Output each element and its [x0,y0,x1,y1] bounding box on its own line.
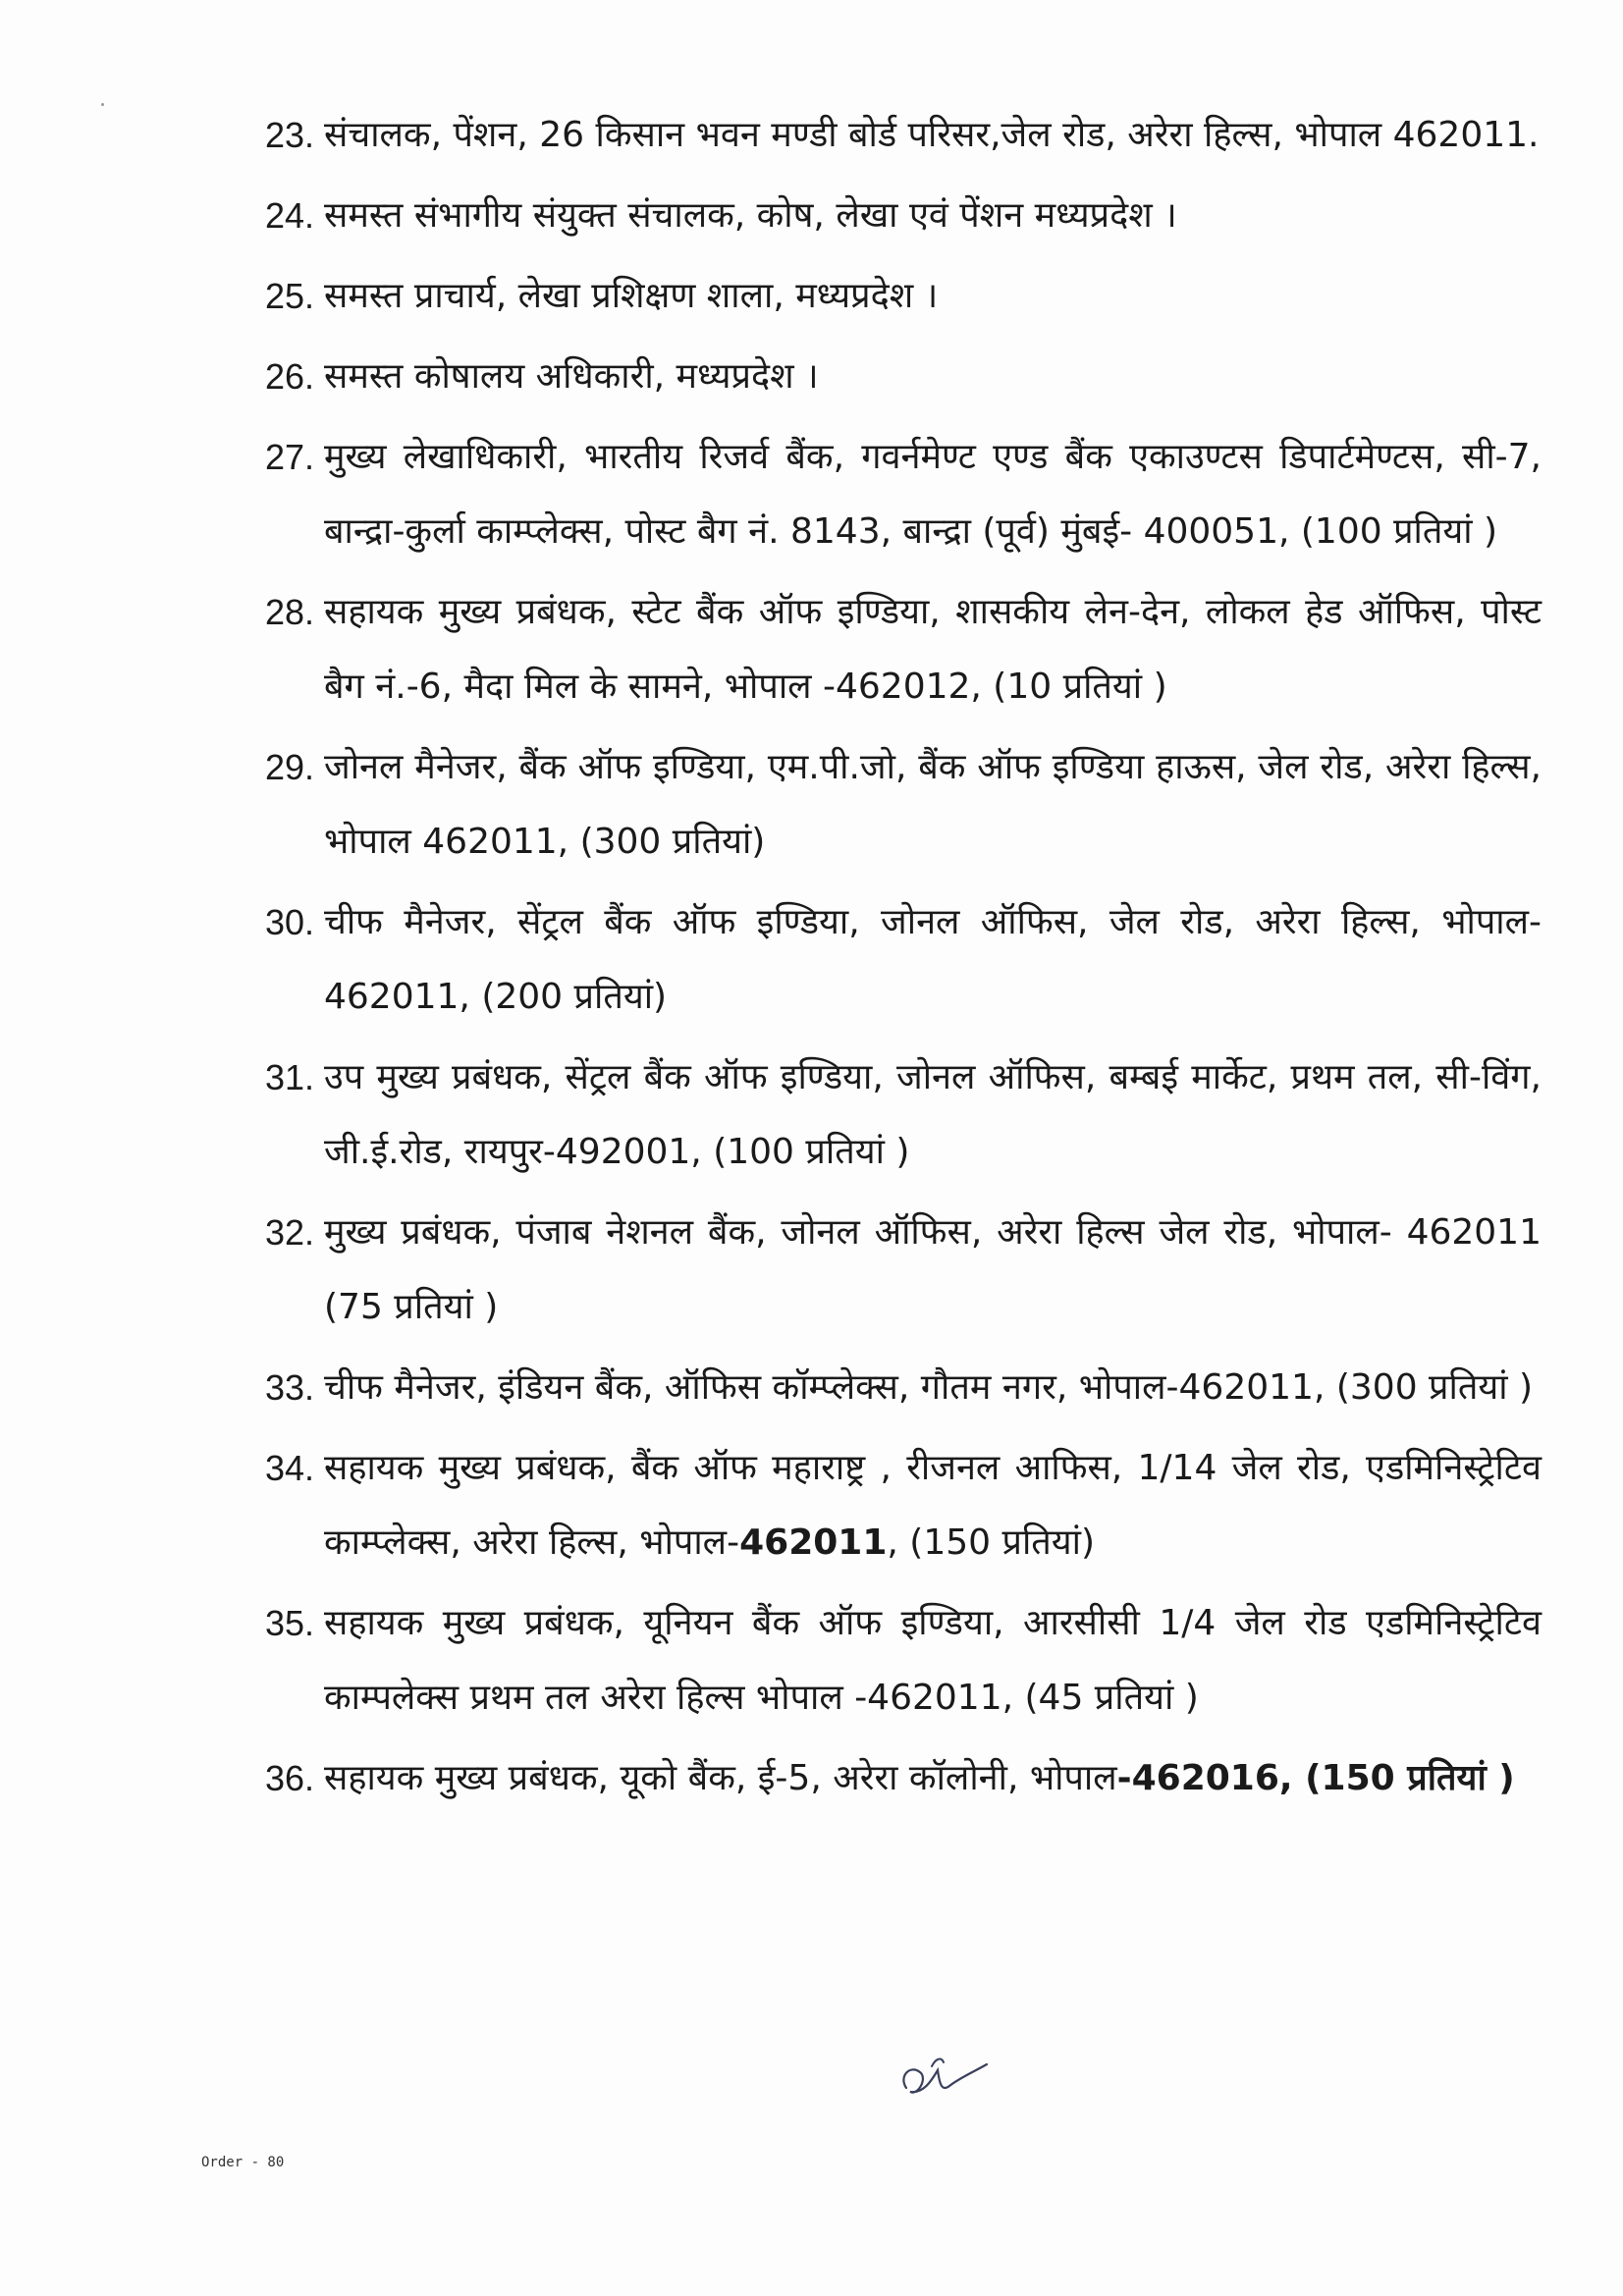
item-number: 34. [264,1448,314,1488]
list-item [226,420,1542,569]
item-text: सहायक मुख्य प्रबंधक, यूनियन बैंक ऑफ इण्डिया, आरसीसी 1/4 जेल रोड एडमिनिस्ट्रेटिव काम्पलेक्स प्रथम तल अरेरा हिल्स भोपाल -462011, (45 प्रतियां ) [324,1603,1542,1718]
list-item [226,1586,1542,1735]
item-text-bold: 462011 [739,1522,888,1563]
item-text: समस्त प्राचार्य, लेखा प्रशिक्षण शाला, मध्यप्रदेश । [324,276,939,316]
signature-initials [889,2037,1006,2115]
list-item [226,575,1542,724]
item-text [324,1431,1542,1580]
item-text-bold: -462016, (150 प्रतियां ) [1116,1758,1515,1798]
item-text: समस्त कोषालय अधिकारी, मध्यप्रदेश । [324,356,819,397]
list-item [226,1351,1542,1425]
distribution-list [226,98,1542,1822]
item-number: 31. [264,1057,314,1097]
list-item [226,885,1542,1035]
item-number: 36. [264,1758,314,1798]
item-text: संचालक, पेंशन, 26 किसान भवन मण्डी बोर्ड परिसर,जेल रोड, अरेरा हिल्स, भोपाल 462011. [324,115,1540,155]
item-text: जोनल मैनेजर, बैंक ऑफ इण्डिया, एम.पी.जो, बैंक ऑफ इण्डिया हाऊस, जेल रोड, अरेरा हिल्स, भोपाल 462011, (300 प्रतियां) [324,747,1542,862]
item-text-part: सहायक मुख्य प्रबंधक, यूको बैंक, ई-5, अरेरा कॉलोनी, भोपाल [324,1758,1117,1798]
item-number: 25. [264,276,314,316]
item-text-part: सहायक मुख्य प्रबंधक, बैंक ऑफ महाराष्ट्र , रीजनल आफिस, 1/14 जेल रोड, एडमिनिस्ट्रेटिव काम्प्लेक्स, अरेरा हिल्स, भोपाल- [324,1448,1542,1563]
scan-speck [101,103,104,106]
list-item [226,1431,1542,1580]
item-text: मुख्य लेखाधिकारी, भारतीय रिजर्व बैंक, गवर्नमेण्ट एण्ड बैंक एकाउण्टस डिपार्टमेण्टस, सी-7, बान्द्रा-कुर्ला काम्प्लेक्स, पोस्ट बैग नं. 8143, बान्द्रा (पूर्व) मुंबई- 400051, (100 प्रतियां ) [324,437,1542,552]
item-text: समस्त संभागीय संयुक्त संचालक, कोष, लेखा एवं पेंशन मध्यप्रदेश । [324,195,1177,236]
list-item [226,730,1542,880]
item-text: मुख्य प्रबंधक, पंजाब नेशनल बैंक, जोनल ऑफिस, अरेरा हिल्स जेल रोड, भोपाल- 462011 (75 प्रतियां ) [324,1212,1542,1327]
item-text: चीफ मैनेजर, सेंट्रल बैंक ऑफ इण्डिया, जोनल ऑफिस, जेल रोड, अरेरा हिल्स, भोपाल- 462011, (200 प्रतियां) [324,902,1542,1017]
list-item [226,340,1542,414]
item-number: 27. [264,437,314,477]
item-number: 32. [264,1212,314,1253]
item-number: 26. [264,356,314,397]
list-item [226,98,1542,173]
item-number: 35. [264,1603,314,1643]
item-number: 33. [264,1367,314,1408]
item-text [324,1741,1542,1816]
list-item [226,1741,1542,1816]
item-number: 23. [264,115,314,155]
list-item [226,1196,1542,1345]
list-item [226,1041,1542,1190]
item-text-part: , (150 प्रतियां) [887,1522,1096,1563]
item-text: उप मुख्य प्रबंधक, सेंट्रल बैंक ऑफ इण्डिया, जोनल ऑफिस, बम्बई मार्केट, प्रथम तल, सी-विंग, जी.ई.रोड, रायपुर-492001, (100 प्रतियां ) [324,1057,1542,1172]
item-number: 29. [264,747,314,787]
item-number: 24. [264,195,314,236]
list-item [226,179,1542,253]
item-number: 28. [264,592,314,632]
page-footer: Order - 80 [201,2155,285,2170]
item-text: सहायक मुख्य प्रबंधक, स्टेट बैंक ऑफ इण्डिया, शासकीय लेन-देन, लोकल हेड ऑफिस, पोस्ट बैग नं.-6, मैदा मिल के सामने, भोपाल -462012, (10 प्रतियां ) [324,592,1542,707]
item-number: 30. [264,902,314,942]
list-item [226,259,1542,334]
item-text: चीफ मैनेजर, इंडियन बैंक, ऑफिस कॉम्प्लेक्स, गौतम नगर, भोपाल-462011, (300 प्रतियां ) [324,1367,1534,1408]
